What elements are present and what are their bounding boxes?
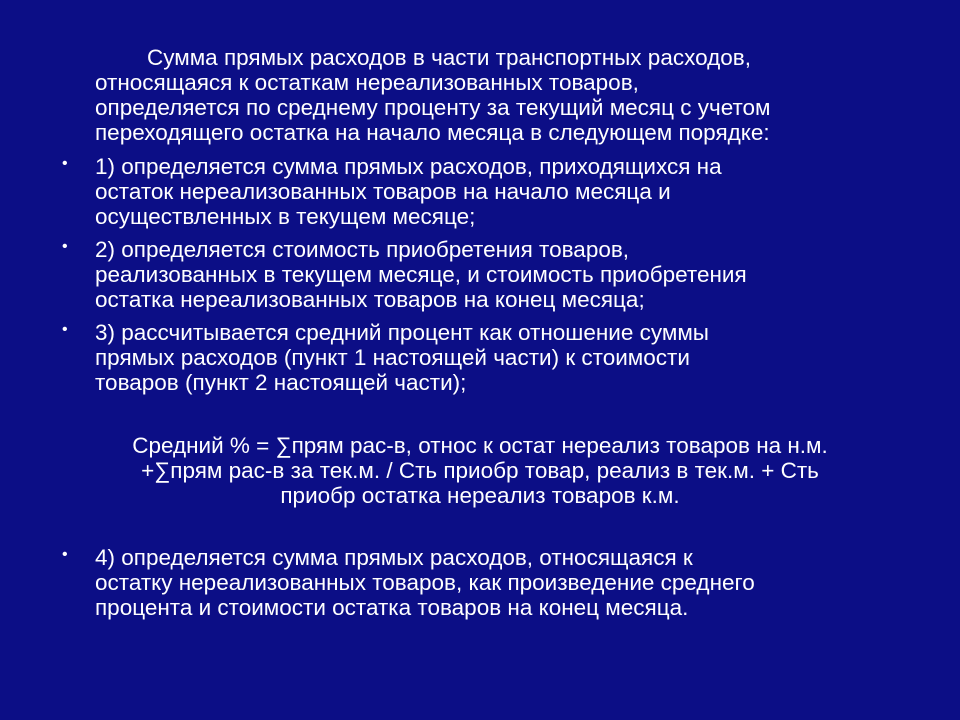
bullet-line: процента и стоимости остатка товаров на конец месяца.: [95, 595, 689, 620]
formula-line: Средний % = ∑прям рас-в, относ к остат нереализ товаров на н.м.: [132, 433, 828, 458]
bullet-icon: •: [62, 238, 68, 255]
bullet-line: 4) определяется сумма прямых расходов, относящаяся к: [95, 545, 693, 570]
bullet-item-4: [62, 545, 905, 620]
bullet-item-2: [62, 237, 905, 312]
formula-line: приобр остатка нереализ товаров к.м.: [280, 483, 680, 508]
bullet-line: товаров (пункт 2 настоящей части);: [95, 370, 467, 395]
bullet-line: остатка нереализованных товаров на конец месяца;: [95, 287, 645, 312]
intro-line: определяется по среднему проценту за текущий месяц с учетом: [95, 95, 771, 120]
bullet-line: осуществленных в текущем месяце;: [95, 204, 476, 229]
formula-line: +∑прям рас-в за тек.м. / Сть приобр товар, реализ в тек.м. + Сть: [141, 458, 819, 483]
bullet-icon: •: [62, 546, 68, 563]
intro-line: Сумма прямых расходов в части транспортных расходов,: [147, 45, 751, 70]
bullet-line: 3) рассчитывается средний процент как отношение суммы: [95, 320, 709, 345]
bullet-icon: •: [62, 321, 68, 338]
bullet-line: 1) определяется сумма прямых расходов, приходящихся на: [95, 154, 722, 179]
average-percent-formula: [40, 433, 920, 508]
bullet-line: реализованных в текущем месяце, и стоимость приобретения: [95, 262, 747, 287]
intro-line: относящаяся к остаткам нереализованных товаров,: [95, 70, 639, 95]
intro-paragraph: [95, 45, 925, 145]
bullet-item-3: [62, 320, 905, 395]
bullet-line: остаток нереализованных товаров на начало месяца и: [95, 179, 671, 204]
bullet-line: 2) определяется стоимость приобретения товаров,: [95, 237, 630, 262]
bullet-line: остатку нереализованных товаров, как произведение среднего: [95, 570, 755, 595]
bullet-item-1: [62, 154, 905, 229]
intro-line: переходящего остатка на начало месяца в следующем порядке:: [95, 120, 770, 145]
bullet-icon: •: [62, 155, 68, 172]
bullet-line: прямых расходов (пункт 1 настоящей части) к стоимости: [95, 345, 690, 370]
